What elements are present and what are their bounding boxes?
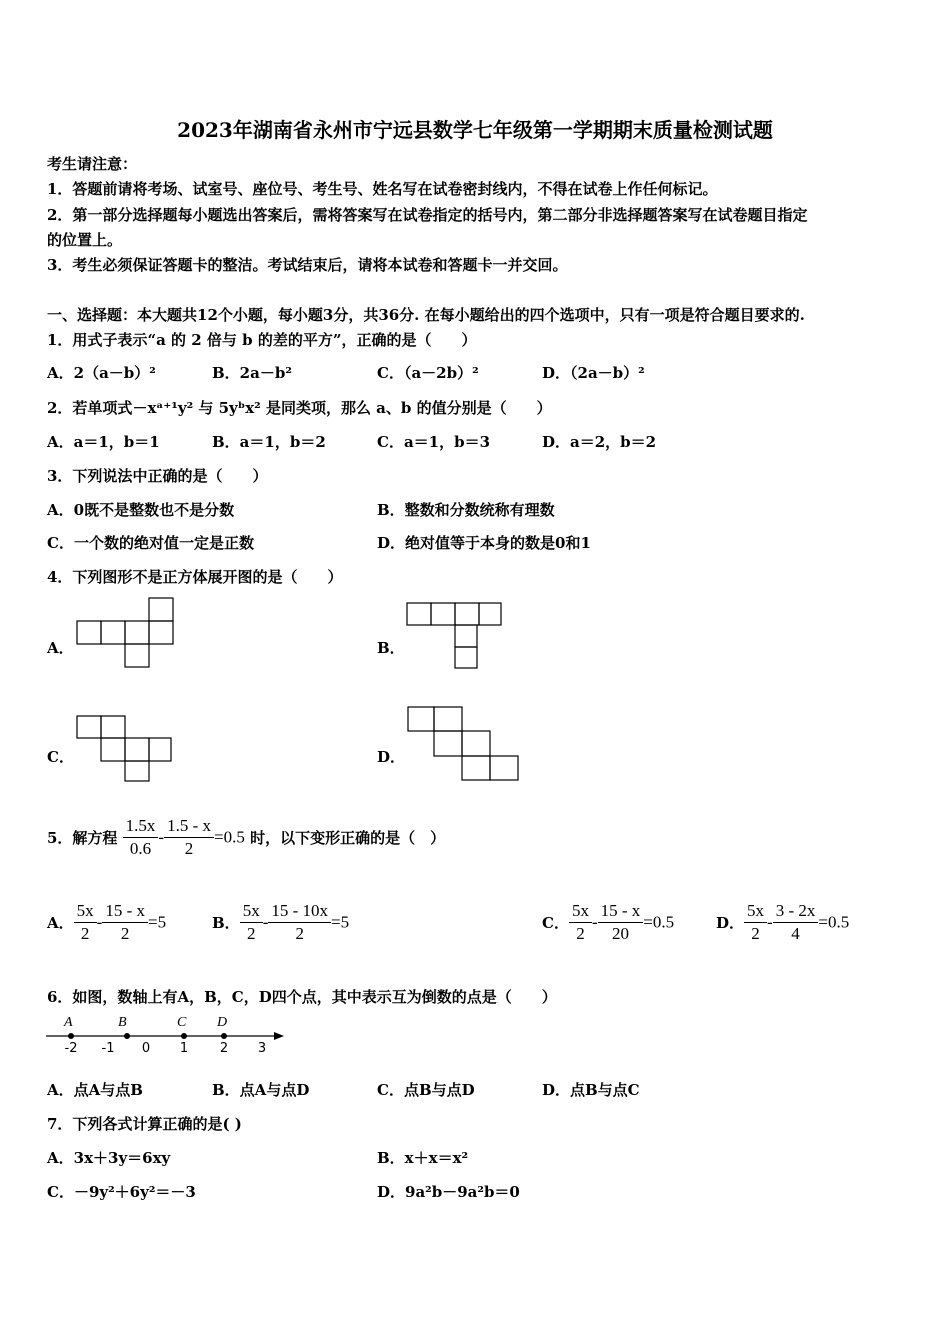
axis-arrow xyxy=(274,1032,284,1040)
notice-heading: 考生请注意： xyxy=(47,155,138,173)
cube-net-d xyxy=(408,707,518,780)
notice-item: 2．第一部分选择题每小题选出答案后，需将答案写在试卷指定的括号内，第二部分非选择题答案写在试卷题目指定 xyxy=(47,206,808,224)
question-1-stem: 1．用式子表示“a 的 2 倍与 b 的差的平方”，正确的是（ ） xyxy=(47,331,477,349)
point-label-b: B xyxy=(118,1015,127,1030)
numerator: 5x xyxy=(240,900,263,923)
q4-label-c: C． xyxy=(47,748,74,766)
denominator: 2 xyxy=(295,924,304,943)
cube-net-c xyxy=(77,716,171,781)
numerator: 15 - x xyxy=(102,900,148,923)
q1-option-b: B．2a－b² xyxy=(212,364,292,382)
fraction xyxy=(240,900,263,945)
denominator: 20 xyxy=(611,924,629,943)
q2-option-d: D．a＝2，b＝2 xyxy=(542,433,657,451)
page-title: 2023年湖南省永州市宁远县数学七年级第一学期期末质量检测试题 xyxy=(177,118,773,142)
numerator: 15 - x xyxy=(598,900,644,923)
q2-option-a: A．a＝1，b＝1 xyxy=(47,433,160,451)
q1-option-a: A．2（a－b）² xyxy=(47,364,156,382)
fraction xyxy=(569,900,592,945)
question-7-stem: 7．下列各式计算正确的是( ) xyxy=(47,1115,242,1133)
q7-option-a: A．3x＋3y＝6xy xyxy=(47,1149,171,1167)
q3-option-d: D．绝对值等于本身的数是0和1 xyxy=(377,534,591,552)
q6-option-c: C．点B与点D xyxy=(377,1081,475,1099)
fraction xyxy=(102,900,148,945)
numerator: 5x xyxy=(74,900,97,923)
option-label: D． xyxy=(716,914,745,932)
option-label: C． xyxy=(542,914,569,932)
numerator: 1.5x xyxy=(123,815,159,838)
rhs: =5 xyxy=(147,912,167,932)
point-c xyxy=(181,1033,187,1039)
tick-label: 2 xyxy=(219,1041,229,1056)
point-label-d: D xyxy=(217,1015,228,1030)
point-a xyxy=(68,1033,74,1039)
numerator: 15 - 10x xyxy=(268,900,331,923)
numerator: 5x xyxy=(744,900,767,923)
section-heading: 一、选择题：本大题共12个小题，每小题3分，共36分. 在每小题给出的四个选项中，只有一项是符合题目要求的. xyxy=(47,306,805,324)
rhs: =0.5 xyxy=(214,827,245,847)
question-6-stem: 6．如图，数轴上有A，B，C，D四个点，其中表示互为倒数的点是（ ） xyxy=(47,988,557,1006)
fraction xyxy=(268,900,331,945)
q4-label-d: D． xyxy=(377,748,406,766)
cube-net-a xyxy=(77,598,173,667)
option-label: A． xyxy=(47,914,74,932)
point-b xyxy=(124,1033,130,1039)
question-2-stem: 2．若单项式－xᵃ⁺¹y² 与 5yᵇx² 是同类项，那么 a、b 的值分别是（ ） xyxy=(47,399,552,417)
numerator: 3 - 2x xyxy=(773,900,819,923)
tick-label: 0 xyxy=(141,1041,151,1056)
number-line xyxy=(40,1010,290,1060)
denominator: 0.6 xyxy=(129,839,152,858)
q6-option-d: D．点B与点C xyxy=(542,1081,640,1099)
denominator: 2 xyxy=(576,924,585,943)
q6-option-a: A．点A与点B xyxy=(47,1081,143,1099)
denominator: 4 xyxy=(791,924,800,943)
q2-option-c: C．a＝1，b＝3 xyxy=(377,433,491,451)
minus: - xyxy=(262,912,269,932)
q5-suffix: 时，以下变形正确的是（ ） xyxy=(250,829,446,847)
q6-option-b: B．点A与点D xyxy=(212,1081,310,1099)
denominator: 2 xyxy=(80,924,90,943)
numerator: 1.5 - x xyxy=(164,815,214,838)
q7-option-b: B．x＋x＝x² xyxy=(377,1149,469,1167)
q3-option-a: A．0既不是整数也不是分数 xyxy=(47,501,235,519)
q3-option-c: C．一个数的绝对值一定是正数 xyxy=(47,534,254,552)
minus: - xyxy=(767,912,773,932)
rhs: =0.5 xyxy=(643,912,675,932)
option-label: B． xyxy=(212,914,240,932)
tick-label: -2 xyxy=(64,1041,78,1056)
q5-frac-2 xyxy=(164,815,214,860)
denominator: 2 xyxy=(751,924,760,943)
cube-net-b xyxy=(407,603,501,668)
question-3-stem: 3．下列说法中正确的是（ ） xyxy=(47,467,268,485)
q2-option-b: B．a＝1，b＝2 xyxy=(212,433,326,451)
denominator: 2 xyxy=(246,924,256,943)
q7-option-c: C．－9y²＋6y²＝－3 xyxy=(47,1183,196,1201)
question-4-stem: 4．下列图形不是正方体展开图的是（ ） xyxy=(47,568,343,586)
q1-option-c: C．（a－2b）² xyxy=(377,364,479,382)
q3-option-b: B．整数和分数统称有理数 xyxy=(377,501,555,519)
numerator: 5x xyxy=(569,900,592,923)
fraction xyxy=(74,900,97,945)
notice-item: 1．答题前请将考场、试室号、座位号、考生号、姓名写在试卷密封线内，不得在试卷上作任何标记。 xyxy=(47,180,718,198)
denominator: 2 xyxy=(184,839,194,858)
point-label-a: A xyxy=(64,1015,73,1030)
fraction xyxy=(598,900,644,945)
notice-item: 3．考生必须保证答题卡的整洁。考试结束后，请将本试卷和答题卡一并交回。 xyxy=(47,256,568,274)
q5-option-b xyxy=(212,900,349,945)
notice-item: 的位置上。 xyxy=(47,231,123,249)
tick-label: 3 xyxy=(257,1041,267,1056)
q4-label-a: A． xyxy=(47,639,74,657)
tick-label: 1 xyxy=(179,1041,189,1056)
minus: - xyxy=(96,912,103,932)
q5-frac-1 xyxy=(123,815,159,860)
minus: - xyxy=(158,827,165,847)
q5-option-a xyxy=(47,900,166,945)
fraction xyxy=(773,900,819,945)
q7-option-d: D．9a²b－9a²b＝0 xyxy=(377,1183,520,1201)
point-d xyxy=(221,1033,227,1039)
q4-label-b: B． xyxy=(377,639,405,657)
tick-label: -1 xyxy=(101,1041,115,1056)
fraction xyxy=(744,900,767,945)
rhs: =5 xyxy=(331,912,350,932)
denominator: 2 xyxy=(120,924,130,943)
rhs: =0.5 xyxy=(818,912,850,932)
point-label-c: C xyxy=(177,1015,187,1030)
q5-option-c xyxy=(542,900,674,945)
question-5-stem xyxy=(47,815,445,860)
minus: - xyxy=(591,912,598,932)
q5-option-d xyxy=(716,900,849,945)
q5-prefix: 5．解方程 xyxy=(47,829,118,847)
q1-option-d: D．（2a－b）² xyxy=(542,364,645,382)
